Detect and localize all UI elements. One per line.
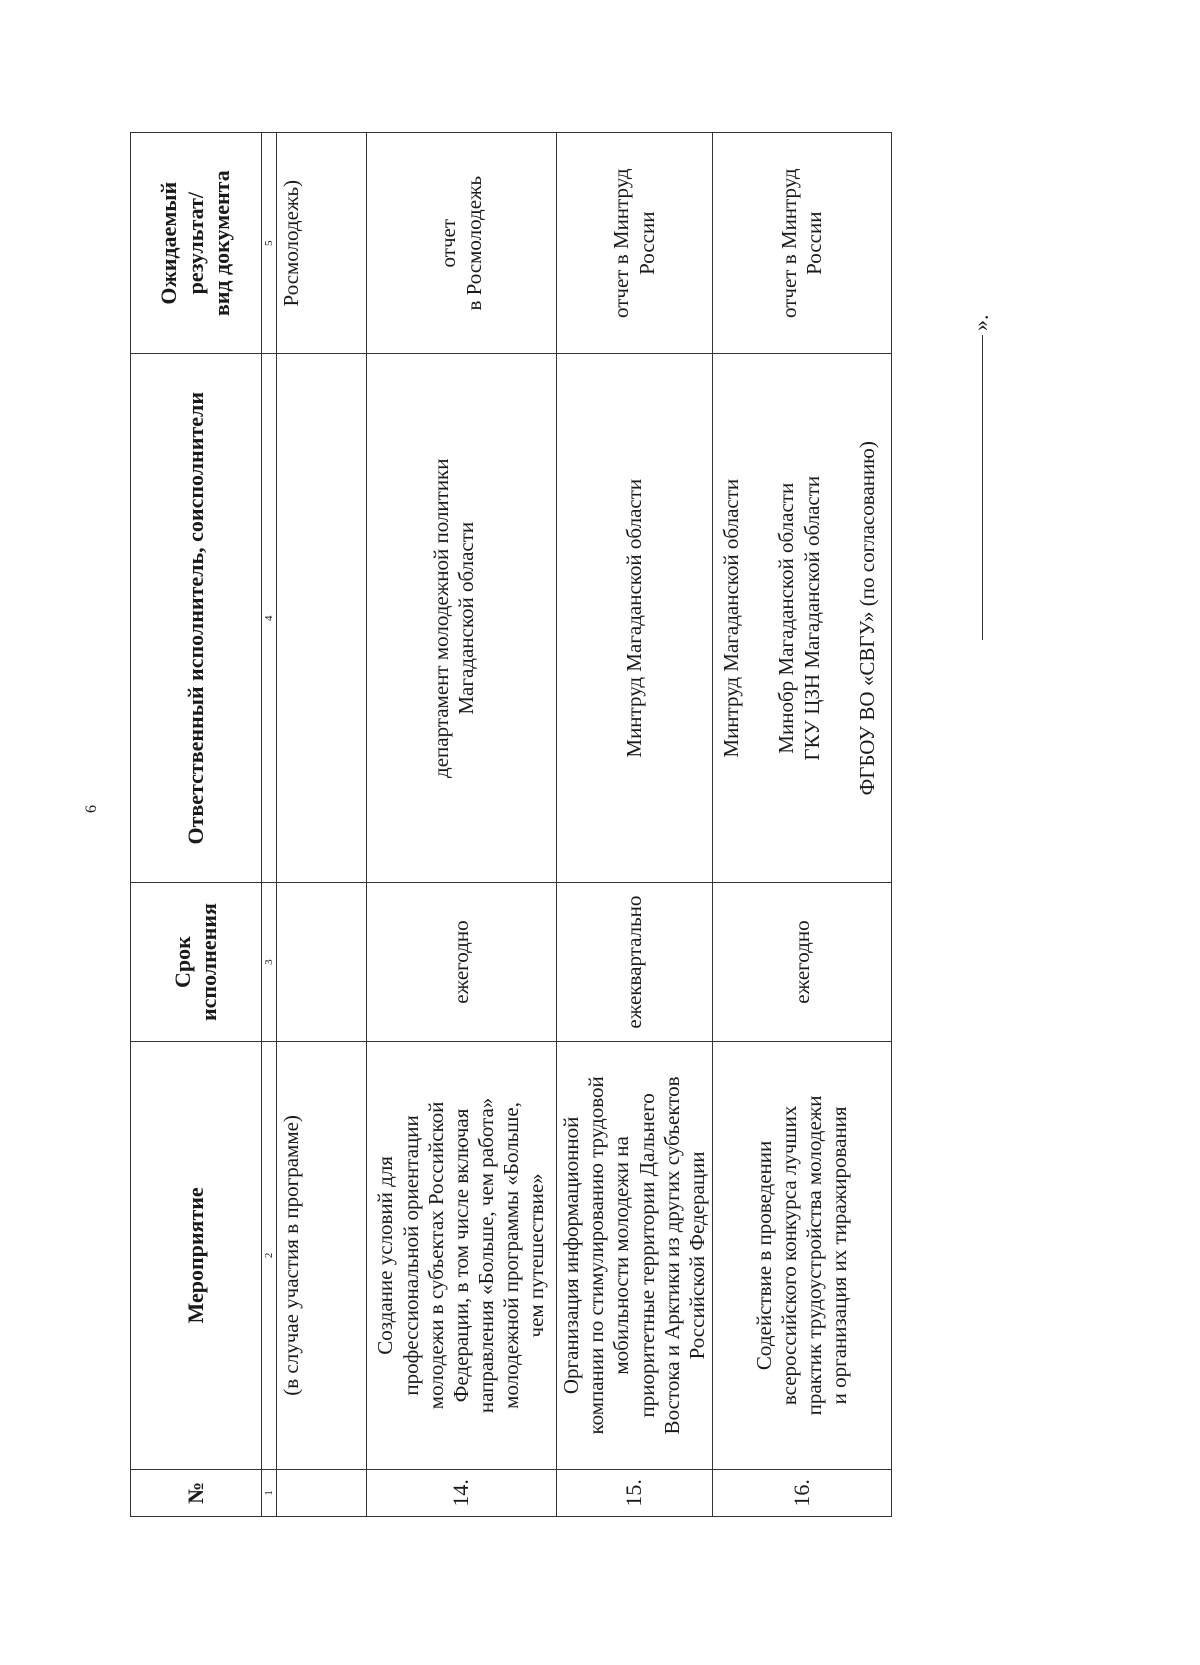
activities-table [130,132,892,1517]
row-deadline: ежегодно [367,883,557,1042]
row-result [367,133,557,354]
row-executors [713,354,892,883]
executor-line: Минтруд Магаданской области [621,478,646,758]
row-activity [713,1042,892,1470]
row-deadline: ежегодно [713,883,892,1042]
cell-result: Росмолодежь) [277,133,367,354]
table-row [557,133,713,1517]
column-number: 4 [262,354,277,883]
activity-line: и организация их тиражирования [827,1106,852,1405]
activity-line: мобильности молодежи на [609,1136,634,1375]
row-activity [367,1042,557,1470]
activity-line: Содействие в проведении [751,1140,776,1371]
cell-deadline [277,883,367,1042]
row-number: 16. [713,1469,892,1516]
activity-line: практик трудоустройства молодежи [802,1095,827,1416]
header-result-line: Ожидаемый [156,181,182,305]
result-line: отчет в Минтруд [609,168,634,318]
row-number: 14. [367,1469,557,1516]
row-executors [367,354,557,883]
signature-dash [982,335,983,640]
column-number: 3 [262,883,277,1042]
column-number: 1 [262,1469,277,1516]
result-line: России [634,211,659,275]
executor-line: Минобр Магаданской области [774,482,799,754]
row-activity [557,1042,713,1470]
closing-quote: ». [968,314,993,331]
activity-line: Востока и Арктики из других субъектов [659,1076,684,1435]
executor-line: Магаданской области [454,521,479,715]
table-header-row [131,133,262,1517]
rotated-page-content [130,132,879,1517]
column-number: 5 [262,133,277,354]
header-result-line: результат/ [182,192,208,295]
header-result [131,133,262,354]
activity-line: приоритетные территории Дальнего [634,1093,659,1418]
header-deadline-line: исполнения [196,903,221,1022]
row-result [557,133,713,354]
row-deadline: ежеквартально [557,883,713,1042]
row-result [713,133,892,354]
activity-line: молодежи в субъектах Российской [423,1101,448,1410]
activity-line: направления «Больше, чем работа» [474,1097,499,1414]
header-activity: Мероприятие [131,1042,262,1470]
column-number-row [262,133,277,1517]
activity-line: молодежной программы «Больше, [499,1102,524,1409]
cell-num [277,1469,367,1516]
header-result-line: вид документа [209,170,235,317]
spacer [825,360,855,876]
executor-line: ФГБОУ ВО «СВГУ» (по согласованию) [854,441,879,796]
closing-line [968,315,994,641]
activity-line: всероссийского конкурса лучших [776,1105,801,1406]
header-deadline [131,883,262,1042]
header-executors: Ответственный исполнитель, соисполнители [131,354,262,883]
cell-executors [277,354,367,883]
activity-line: профессиональной ориентации [398,1115,423,1396]
table-row [713,133,892,1517]
activity-line: Создание условий для [373,1156,398,1355]
row-executors [557,354,713,883]
activity-line: чем путешествие» [524,1173,549,1338]
result-line: России [802,211,827,275]
activity-line: компании по стимулированию трудовой [584,1076,609,1435]
result-line: в Росмолодежь [461,175,486,311]
table-row [367,133,557,1517]
header-deadline-line: Срок [169,936,195,988]
continuation-row [277,133,367,1517]
spacer [744,360,774,876]
executor-line: ГКУ ЦЗН Магаданской области [799,475,824,761]
activity-line: Российской Федерации [684,1151,709,1360]
activity-line: Организация информационной [559,1116,583,1395]
executor-line: Минтруд Магаданской области [719,478,744,758]
executor-line: департамент молодежной политики [429,458,453,778]
result-line: отчет в Минтруд [776,168,801,318]
column-number: 2 [262,1042,277,1470]
row-number: 15. [557,1469,713,1516]
header-num: № [131,1469,262,1516]
cell-activity: (в случае участия в программе) [277,1042,367,1470]
page-number: 6 [83,805,100,813]
activity-line: Федерации, в том числе включая [448,1108,473,1403]
result-line: отчет [436,218,461,268]
